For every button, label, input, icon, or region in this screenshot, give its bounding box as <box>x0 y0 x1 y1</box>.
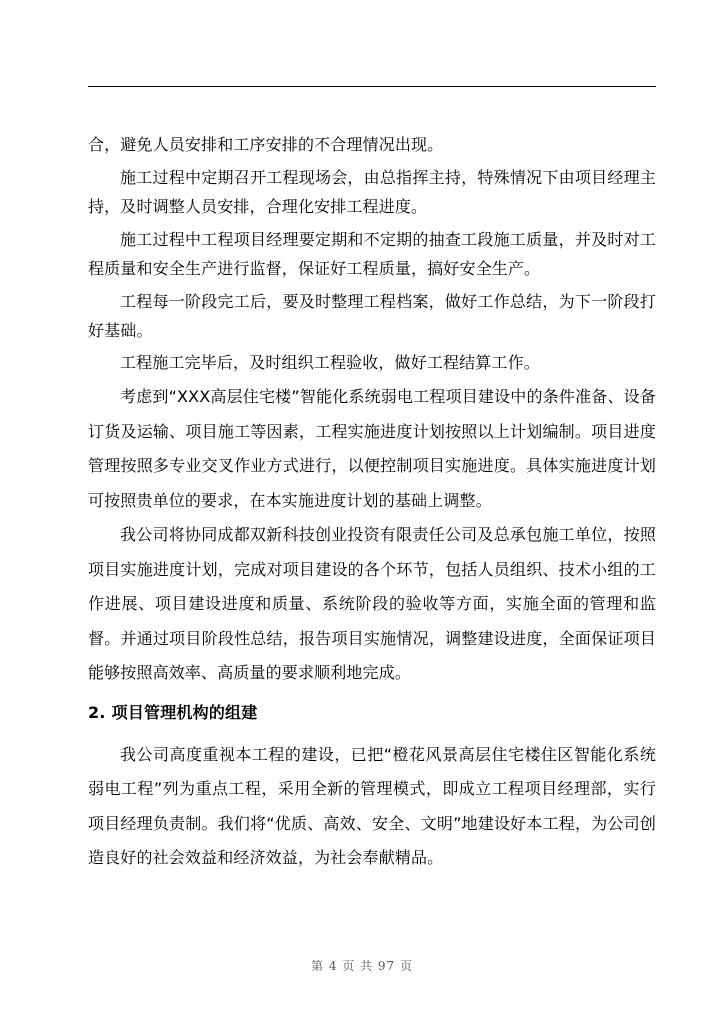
section-heading <box>88 696 656 730</box>
section-heading-number: 2. <box>88 702 106 722</box>
paragraph-continuation: 合，避免人员安排和工序安排的不合理情况出现。 <box>88 135 444 154</box>
header-rule <box>88 86 656 87</box>
document-body <box>88 130 656 876</box>
paragraph-management-structure: 我公司高度重视本工程的建设，已把“橙花风景高层住宅楼住区智能化系统弱电工程”列为重点工程，采用全新的管理模式，即成立工程项目经理部，实行项目经理负责制。我们将“优质、高效、安全、文明”地建设好本工程，为公司创造良好的社会效益和经济效益，为社会奉献精品。 <box>88 744 656 867</box>
paragraph-coordination: 我公司将协同成都双新科技创业投资有限责任公司及总承包施工单位，按照项目实施进度计划，完成对项目建设的各个环节，包括人员组织、技术小组的工作进展、项目建设进度和质量、系统阶段的验收等方面，实施全面的管理和监督。并通过项目阶段性总结，报告项目实施情况，调整建设进度，全面保证项目能够按照高效率、高质量的要求顺利地完成。 <box>88 525 656 682</box>
page-number-footer: 第 4 页 共 97 页 <box>311 959 413 973</box>
paragraph-stage-summary: 工程每一阶段完工后，要及时整理工程档案，做好工作总结，为下一阶段打好基础。 <box>88 291 656 340</box>
paragraph-quality-inspection: 施工过程中工程项目经理要定期和不定期的抽查工段施工质量，并及时对工程质量和安全生产进行监督，保证好工程质量，搞好安全生产。 <box>88 229 656 278</box>
section-heading-title: 项目管理机构的组建 <box>111 702 258 722</box>
paragraph-site-meeting: 施工过程中定期召开工程现场会，由总指挥主持，特殊情况下由项目经理主持，及时调整人员安排，合理化安排工程进度。 <box>88 167 656 216</box>
paragraph-acceptance: 工程施工完毕后，及时组织工程验收，做好工程结算工作。 <box>120 352 540 372</box>
paragraph-schedule-plan: 考虑到“XXX高层住宅楼”智能化系统弱电工程项目建设中的条件准备、设备订货及运输、项目施工等因素，工程实施进度计划按照以上计划编制。项目进度管理按照多专业交叉作业方式进行，以便控制项目实施进度。具体实施进度计划可按照贵单位的要求，在本实施进度计划的基础上调整。 <box>88 387 656 510</box>
